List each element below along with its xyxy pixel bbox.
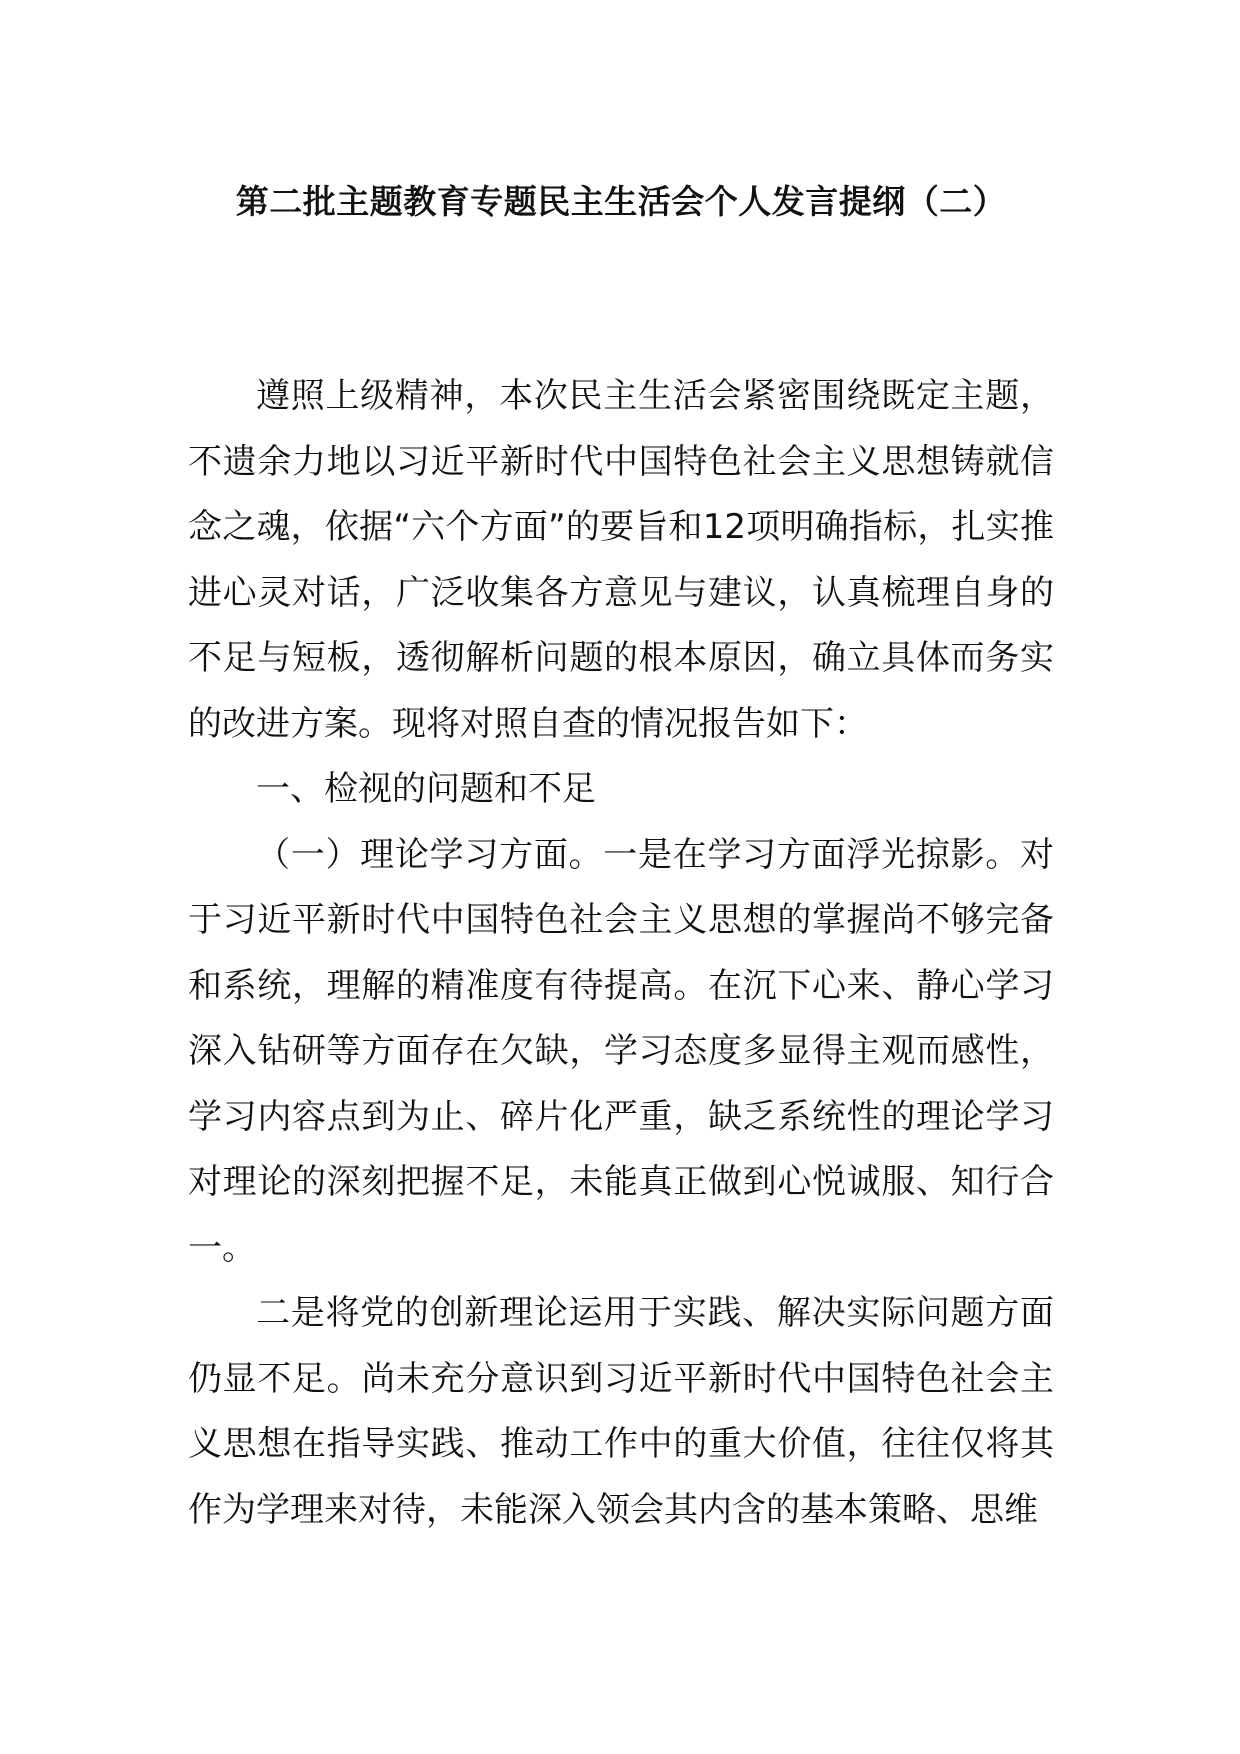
paragraph-practice: 二是将党的创新理论运用于实践、解决实际问题方面仍显不足。尚未充分意识到习近平新时代中国特色社会主义思想在指导实践、推动工作中的重大价值，往往仅将其作为学理来对待，未能深入领会其内含的基本策略、思维 [188, 1293, 1054, 1530]
document-page [188, 0, 1054, 1754]
document-title: 第二批主题教育专题民主生活会个人发言提纲（二） [235, 182, 1007, 221]
section-heading: 一、检视的问题和不足 [256, 769, 596, 809]
paragraph-intro: 遵照上级精神，本次民主生活会紧密围绕既定主题，不遗余力地以习近平新时代中国特色社会主义思想铸就信念之魂，依据“六个方面”的要旨和12项明确指标，扎实推进心灵对话，广泛收集各方意见与建议，认真梳理自身的不足与短板，透彻解析问题的根本原因，确立具体而务实的改进方案。现将对照自查的情况报告如下： [188, 376, 1054, 744]
paragraph-theory-study: （一）理论学习方面。一是在学习方面浮光掠影。对于习近平新时代中国特色社会主义思想的掌握尚不够完备和系统，理解的精准度有待提高。在沉下心来、静心学习深入钻研等方面存在欠缺，学习态度多显得主观而感性，学习内容点到为止、碎片化严重，缺乏系统性的理论学习对理论的深刻把握不足，未能真正做到心悦诚服、知行合一。 [188, 834, 1054, 1268]
document-body [188, 364, 1054, 1543]
